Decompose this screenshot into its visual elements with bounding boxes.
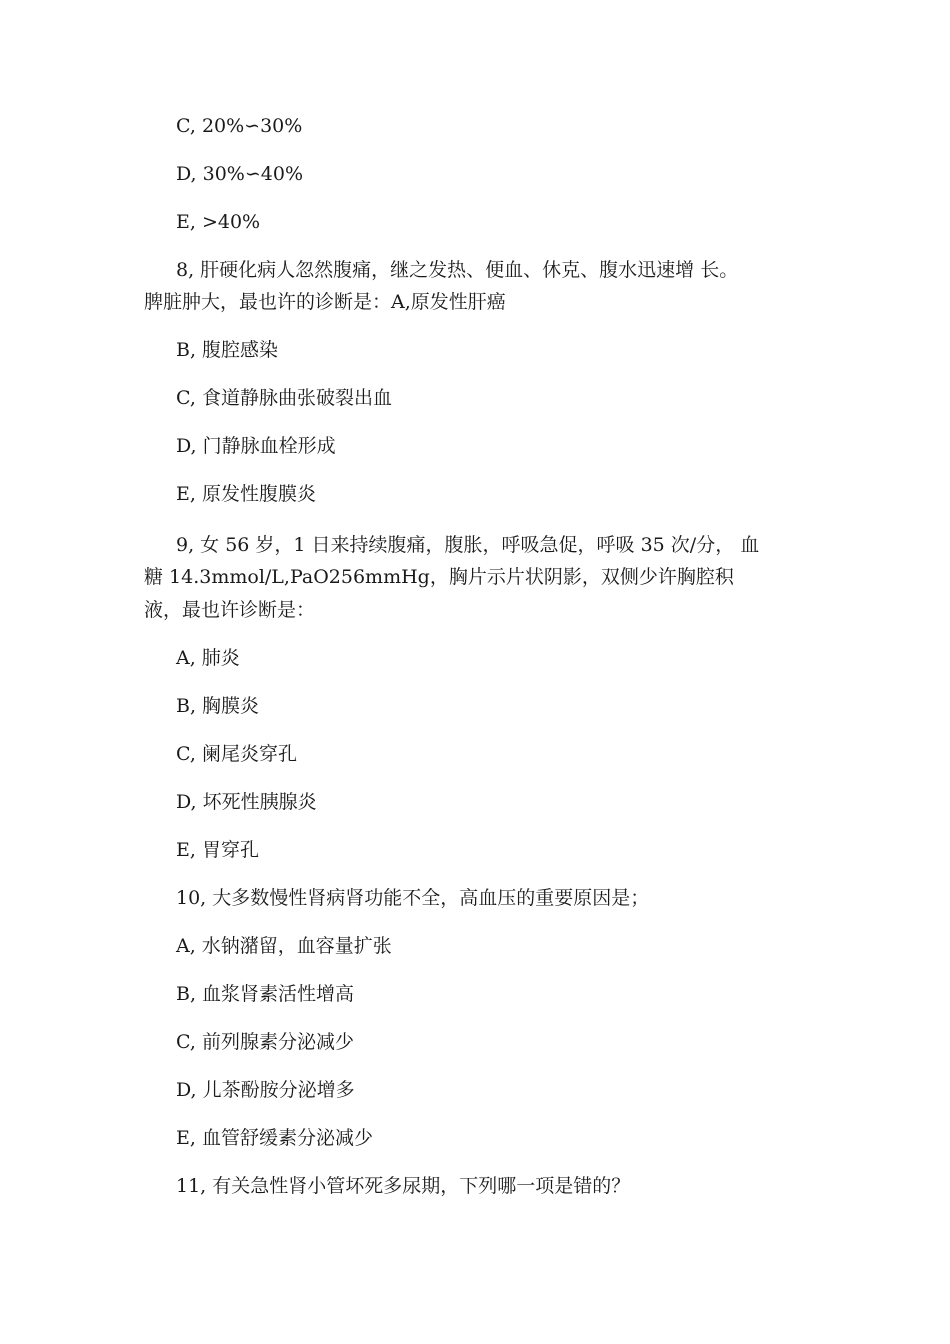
option-b-q8: B, 腹腔感染: [176, 339, 279, 361]
option-b-q10: B, 血浆肾素活性增高: [176, 983, 355, 1005]
question-8-line-2: 脾脏肿大，最也许的诊断是：A,原发性肝癌: [144, 291, 506, 313]
option-d-q8: D, 门静脉血栓形成: [176, 435, 336, 457]
question-8-line-1: 8, 肝硬化病人忽然腹痛，继之发热、便血、休克、腹水迅速增 长。: [176, 259, 739, 281]
option-d-q9: D, 坏死性胰腺炎: [176, 791, 317, 813]
question-9-line-1: 9, 女 56 岁，1 日来持续腹痛，腹胀，呼吸急促，呼吸 35 次/分， 血: [176, 534, 760, 556]
option-a-q9: A, 肺炎: [176, 647, 240, 669]
question-9-line-3: 液，最也许诊断是：: [144, 599, 316, 621]
option-e-q8: E, 原发性腹膜炎: [176, 483, 316, 505]
option-a-q10: A, 水钠潴留，血容量扩张: [176, 935, 392, 957]
option-d-q7: D, 30%∽40%: [176, 163, 304, 185]
question-10: 10, 大多数慢性肾病肾功能不全，高血压的重要原因是；: [176, 887, 650, 909]
option-c-q8: C, 食道静脉曲张破裂出血: [176, 387, 392, 409]
option-e-q9: E, 胃穿孔: [176, 839, 259, 861]
option-e-q7: E, >40%: [176, 211, 261, 233]
option-b-q9: B, 胸膜炎: [176, 695, 260, 717]
question-11: 11, 有关急性肾小管坏死多尿期，下列哪一项是错的？: [176, 1175, 631, 1197]
option-c-q7: C, 20%∽30%: [176, 115, 303, 137]
option-c-q10: C, 前列腺素分泌减少: [176, 1031, 354, 1053]
option-c-q9: C, 阑尾炎穿孔: [176, 743, 297, 765]
question-9-line-2: 糖 14.3mmol/L,PaO256mmHg，胸片示片状阴影，双侧少许胸腔积: [144, 566, 734, 588]
option-d-q10: D, 儿茶酚胺分泌增多: [176, 1079, 355, 1101]
option-e-q10: E, 血管舒缓素分泌减少: [176, 1127, 373, 1149]
